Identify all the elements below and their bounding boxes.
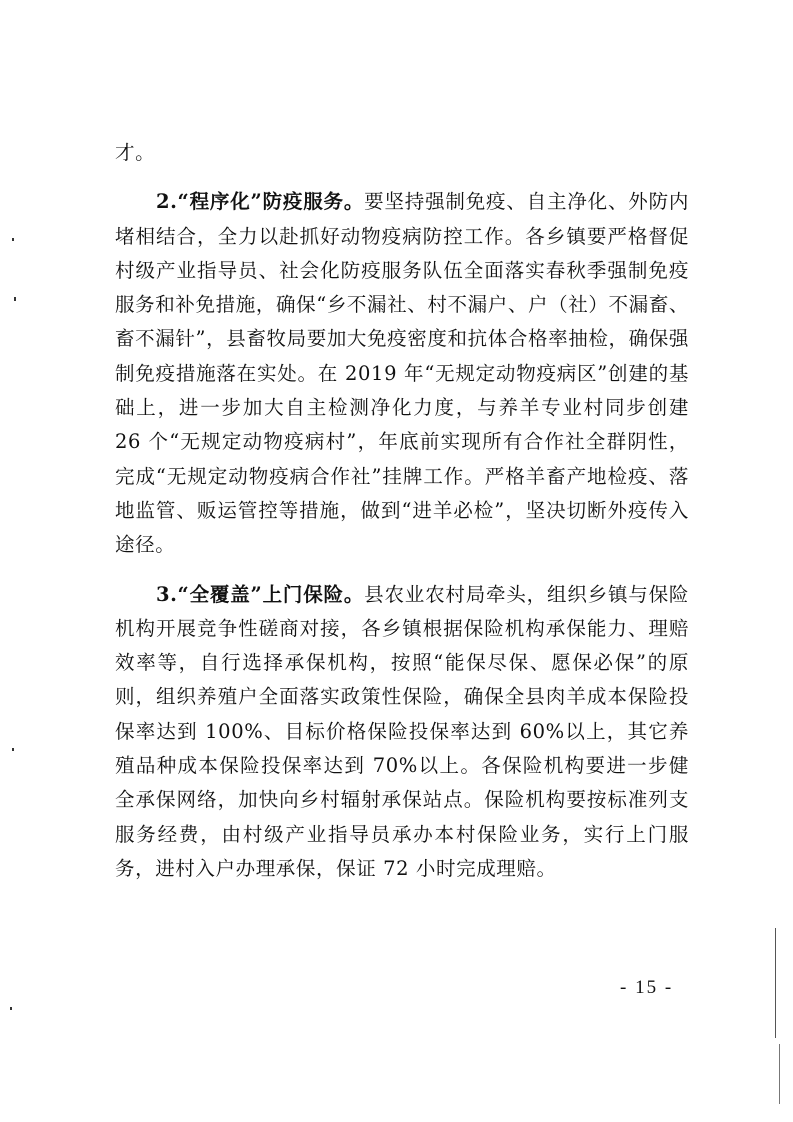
scan-artifact bbox=[10, 1007, 12, 1010]
scan-artifact bbox=[775, 928, 776, 1038]
paragraph-text: 要坚持强制免疫、自主净化、外防内堵相结合，全力以赴抓好动物疫病防控工作。各乡镇要严格督促村级产业指导员、社会化防疫服务队伍全面落实春秋季强制免疫服务和补免措施，确保“乡不漏社、村不漏户、户（社）不漏畜、畜不漏针”，县畜牧局要加大免疫密度和抗体合格率抽检，确保强制免疫措施落在实处。在 2019 年“无规定动物疫病区”创建的基础上，进一步加大自主检测净化力度，与养羊专业村同步创建 26 个“无规定动物疫病村”，年底前实现所有合作社全群阴性，完成“无规定动物疫病合作社”挂牌工作。严格羊畜产地检疫、落地监管、贩运管控等措施，做到“进羊必检”，坚决切断外疫传入途径。 bbox=[115, 190, 689, 557]
scan-artifact bbox=[12, 238, 14, 241]
section-heading: 2.“程序化”防疫服务。 bbox=[156, 190, 365, 214]
paragraph-continuation bbox=[115, 136, 689, 170]
paragraph-text: 才。 bbox=[115, 141, 156, 164]
paragraph-text: 县农业农村局牵头，组织乡镇与保险机构开展竞争性磋商对接，各乡镇根据保险机构承保能力、理赔效率等，自行选择承保机构，按照“能保尽保、愿保必保”的原则，组织养殖户全面落实政策性保险，确保全县肉羊成本保险投保率达到 100%、目标价格保险投保率达到 60%以上，其它养殖品种成本保险投保率达到 70%以上。各保险机构要进一步健全承保网络，加快向乡村辐射承保站点。保险机构要按标准列支服务经费，由村级产业指导员承办本村保险业务，实行上门服务，进村入户办理承保，保证 72 小时完成理赔。 bbox=[115, 582, 689, 880]
paragraph-epidemic-prevention bbox=[115, 185, 689, 562]
paragraph-insurance bbox=[115, 578, 689, 887]
page-number: - 15 - bbox=[620, 977, 674, 998]
body-text bbox=[115, 136, 689, 886]
scan-artifact bbox=[779, 1044, 780, 1104]
scan-artifact bbox=[14, 297, 16, 301]
scan-artifact bbox=[12, 748, 14, 751]
section-heading: 3.“全覆盖”上门保险。 bbox=[156, 582, 365, 606]
